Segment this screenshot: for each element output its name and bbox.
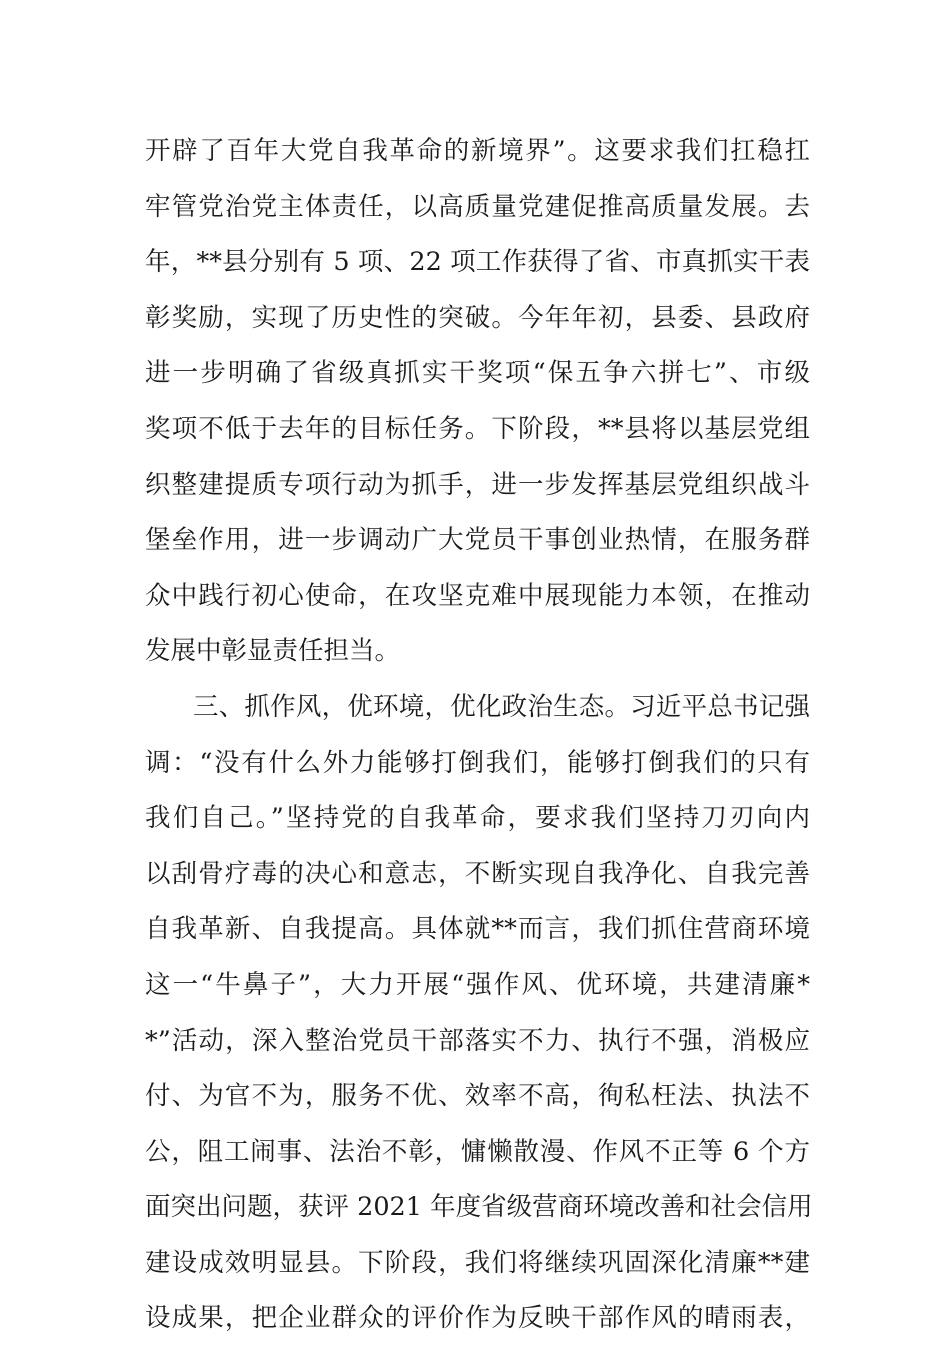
text-line: 年，**县分别有 5 项、22 项工作获得了省、市真抓实干表 <box>145 247 810 278</box>
text-line: 牢管党治党主体责任，以高质量党建促推高质量发展。去 <box>145 191 810 222</box>
text-line: 众中践行初心使命，在攻坚克难中展现能力本领，在推动 <box>145 580 810 611</box>
text-line: 织整建提质专项行动为抓手，进一步发挥基层党组织战斗 <box>145 469 810 500</box>
text-line: 进一步明确了省级真抓实干奖项“保五争六拼七”、市级 <box>145 358 810 389</box>
text-line: *”活动，深入整治党员干部落实不力、执行不强，消极应 <box>145 1025 810 1056</box>
text-line: 开辟了百年大党自我革命的新境界”。这要求我们扛稳扛 <box>145 136 810 166</box>
text-line: 彰奖励，实现了历史性的突破。今年年初，县委、县政府 <box>145 302 810 333</box>
body-text <box>145 124 813 1347</box>
text-line: 建设成效明显县。下阶段，我们将继续巩固深化清廉**建 <box>145 1247 810 1278</box>
text-line: 设成果，把企业群众的评价作为反映干部作风的晴雨表， <box>145 1303 810 1334</box>
text-line: 调：“没有什么外力能够打倒我们，能够打倒我们的只有 <box>145 747 810 778</box>
text-line: 公，阻工闹事、法治不彰，慵懒散漫、作风不正等 6 个方 <box>145 1136 810 1167</box>
text-line: 自我革新、自我提高。具体就**而言，我们抓住营商环境 <box>145 914 810 945</box>
paragraph-end-line: 发展中彰显责任担当。 <box>145 636 401 667</box>
section-heading-line: 三、抓作风，优环境，优化政治生态。习近平总书记强 <box>193 691 810 722</box>
text-line: 我们自己。”坚持党的自我革命，要求我们坚持刀刃向内 <box>145 803 810 834</box>
text-line: 付、为官不为，服务不优、效率不高，徇私枉法、执法不 <box>145 1081 810 1112</box>
text-line: 奖项不低于去年的目标任务。下阶段，**县将以基层党组 <box>145 413 810 444</box>
text-line: 堡垒作用，进一步调动广大党员干事创业热情，在服务群 <box>145 525 810 556</box>
text-line: 这一“牛鼻子”，大力开展“强作风、优环境，共建清廉* <box>145 969 810 1000</box>
text-line: 以刮骨疗毒的决心和意志，不断实现自我净化、自我完善 <box>145 858 810 889</box>
text-line: 面突出问题，获评 2021 年度省级营商环境改善和社会信用 <box>145 1192 813 1223</box>
